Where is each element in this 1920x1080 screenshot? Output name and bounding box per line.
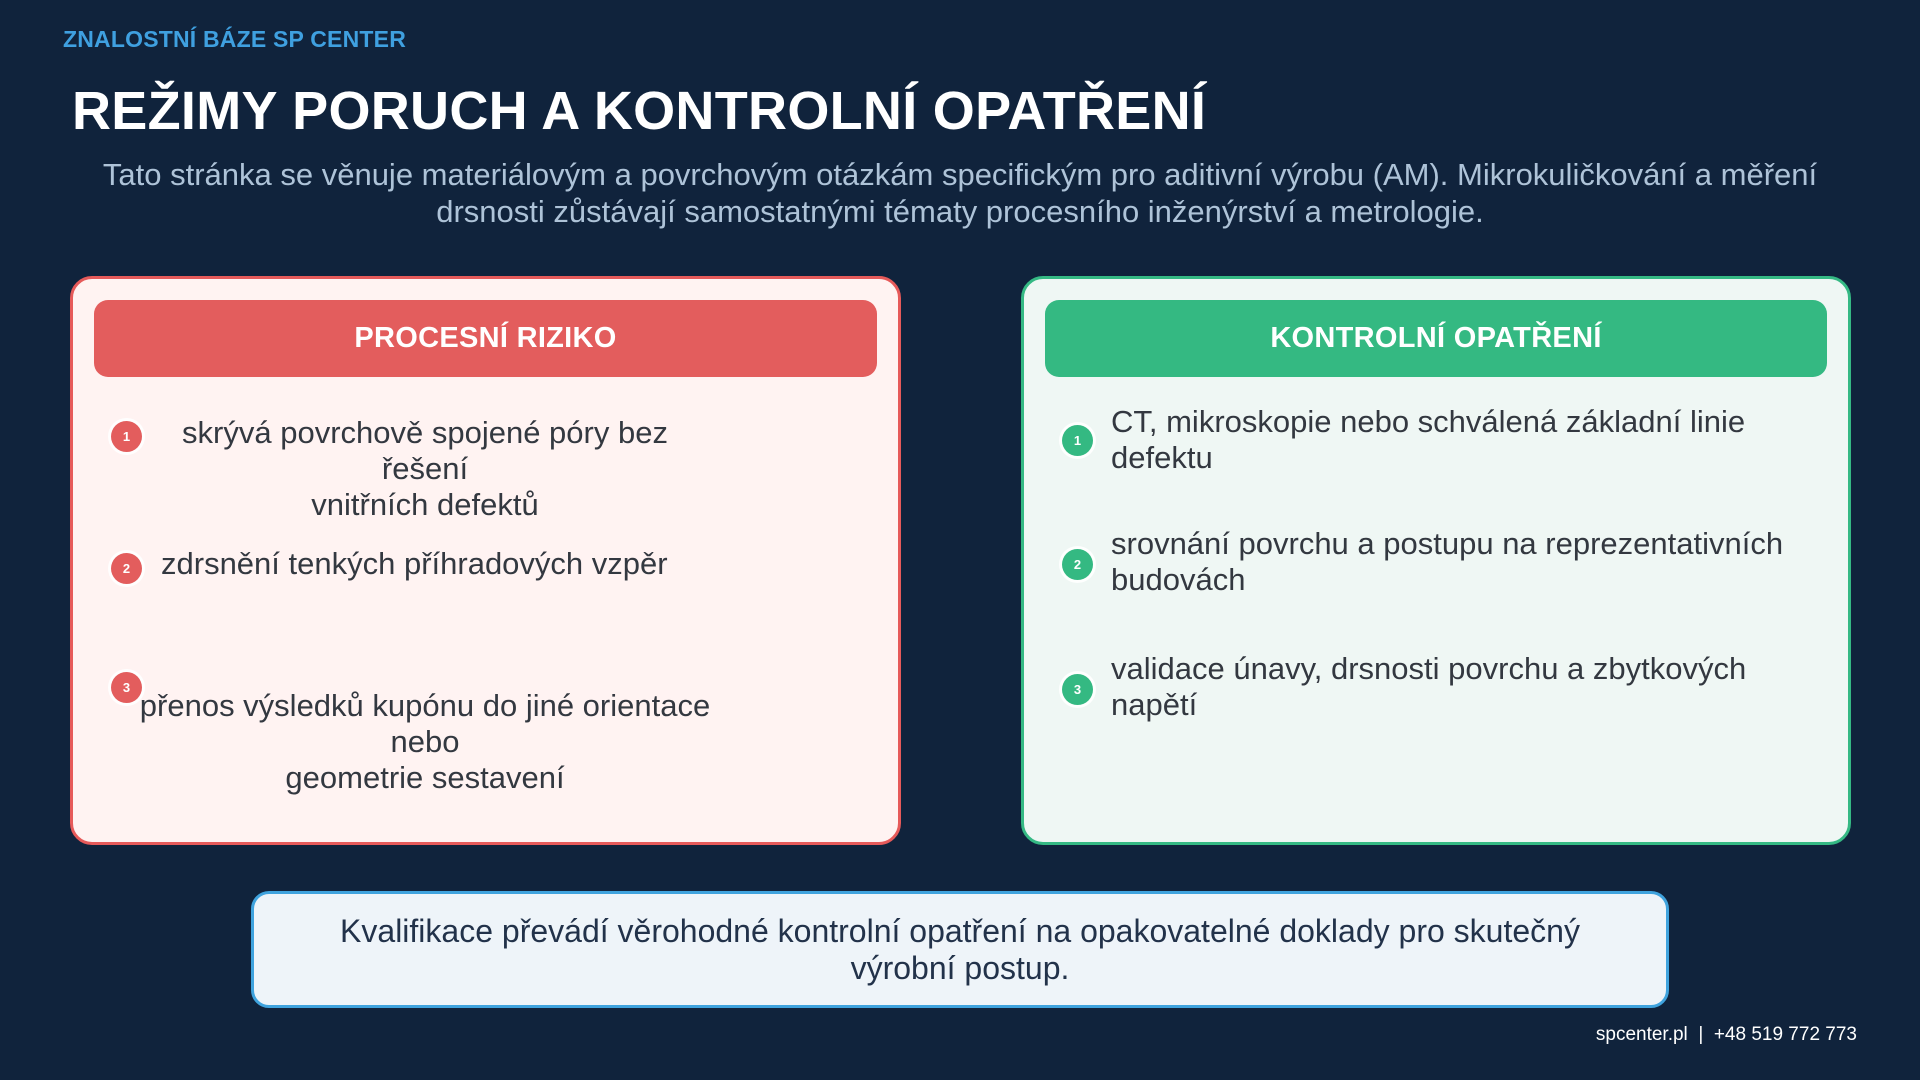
number-badge: 1 — [1062, 425, 1093, 456]
risk-item-2-text — [161, 546, 861, 582]
page-title: REŽIMY PORUCH A KONTROLNÍ OPATŘENÍ — [72, 81, 1207, 141]
knowledge-base-kicker: ZNALOSTNÍ BÁZE SP CENTER — [63, 26, 407, 52]
number-badge: 3 — [111, 672, 142, 703]
control-item-3-text — [1111, 651, 1831, 723]
note-line-1: Kvalifikace převádí věrohodné kontrolní opatření na opakovatelné doklady pro skutečný — [340, 912, 1580, 949]
footer-contact: spcenter.pl | +48 519 772 773 — [1595, 1024, 1857, 1045]
risk-item-3-text — [135, 688, 715, 796]
risk-item-1-text — [135, 415, 715, 523]
control-measures-header: KONTROLNÍ OPATŘENÍ — [1045, 300, 1827, 377]
risk-item-3-line-2: geometrie sestavení — [285, 760, 565, 795]
control-item-1-line-2: defektu — [1111, 440, 1213, 475]
subtitle-line-1: Tato stránka se věnuje materiálovým a povrchovým otázkám specifickým pro aditivní výrobu (AM). Mikrokuličkování a měření — [102, 157, 1818, 192]
control-item-3-line-2: napětí — [1111, 687, 1198, 722]
process-risk-card — [70, 276, 901, 845]
risk-item-2-line-1: zdrsnění tenkých příhradových vzpěr — [161, 546, 668, 581]
control-measures-card — [1021, 276, 1851, 845]
control-item-1-text — [1111, 404, 1831, 476]
control-item-1-line-1: CT, mikroskopie nebo schválená základní linie — [1111, 404, 1746, 439]
process-risk-header: PROCESNÍ RIZIKO — [94, 300, 877, 377]
number-badge: 1 — [111, 421, 142, 452]
risk-item-1-line-2: vnitřních defektů — [311, 487, 539, 522]
control-item-3-line-1: validace únavy, drsnosti povrchu a zbytkových — [1111, 651, 1747, 686]
control-item-2-line-2: budovách — [1111, 562, 1246, 597]
risk-item-1-line-1: skrývá povrchově spojené póry bez řešení — [182, 415, 668, 486]
risk-item-3-line-1: přenos výsledků kupónu do jiné orientace nebo — [139, 688, 711, 759]
number-badge: 3 — [1062, 674, 1093, 705]
number-badge: 2 — [1062, 549, 1093, 580]
number-badge: 2 — [111, 553, 142, 584]
note-line-2: výrobní postup. — [850, 949, 1070, 986]
subtitle-line-2: drsnosti zůstávají samostatnými tématy procesního inženýrství a metrologie. — [436, 194, 1484, 229]
control-item-2-text — [1111, 526, 1831, 598]
qualification-note — [251, 891, 1669, 1008]
page-subtitle — [0, 156, 1920, 230]
control-item-2-line-1: srovnání povrchu a postupu na reprezentativních — [1111, 526, 1784, 561]
